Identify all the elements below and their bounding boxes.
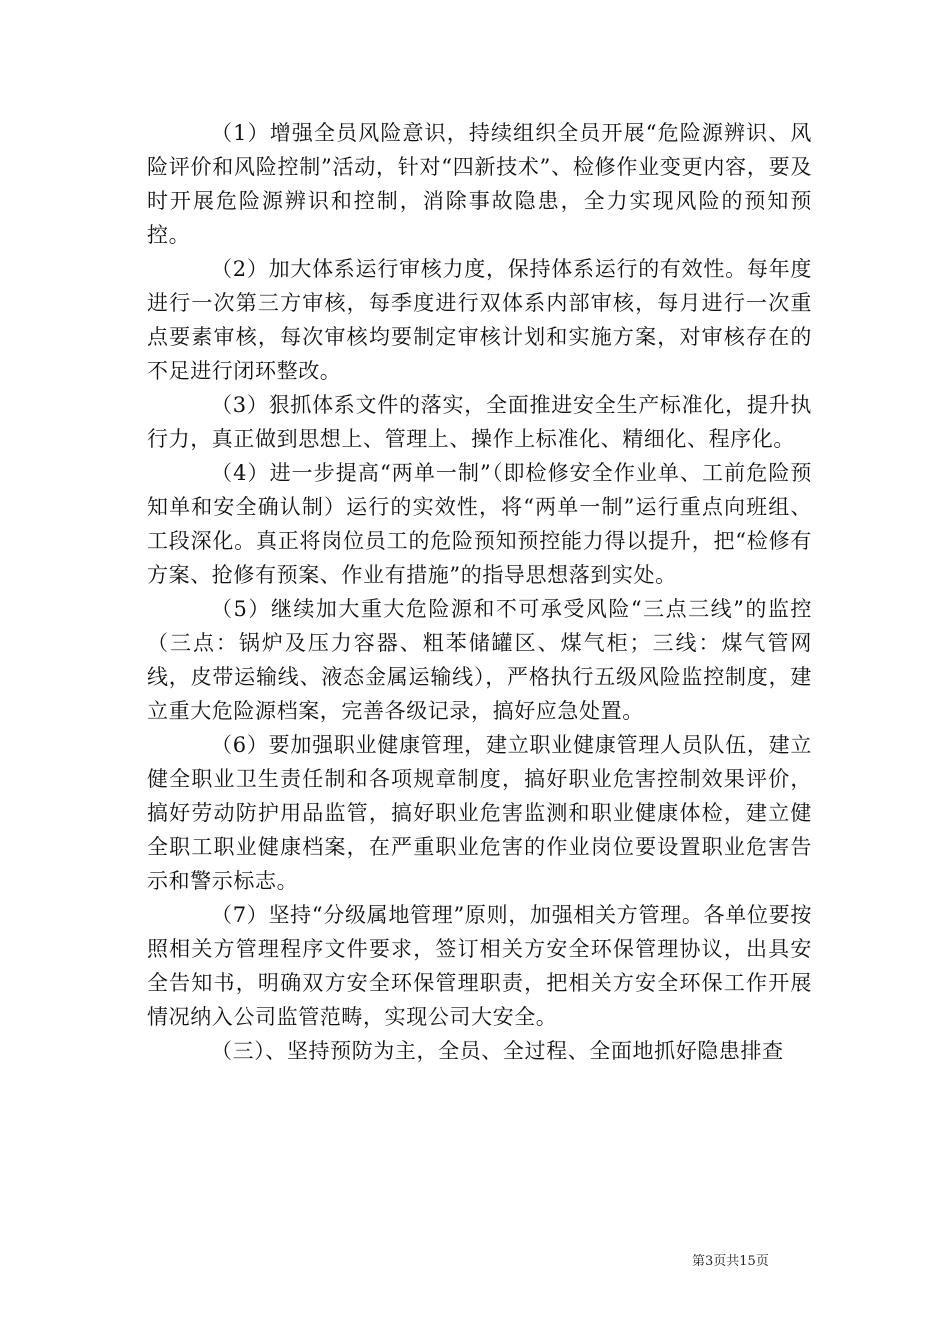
paragraph-2: （2）加大体系运行审核力度，保持体系运行的有效性。每年度进行一次第三方审核，每季度进行双体系内部审核，每月进行一次重点要素审核，每次审核均要制定审核计划和实施方案，对审核存在的不足进行闭环整改。 <box>147 257 812 383</box>
paragraph-6: （6）要加强职业健康管理，建立职业健康管理人员队伍，建立健全职业卫生责任制和各项规章制度，搞好职业危害控制效果评价，搞好劳动防护用品监管，搞好职业危害监测和职业健康体检，建立健全职工职业健康档案，在严重职业危害的作业岗位要设置职业危害告示和警示标志。 <box>147 733 812 893</box>
document-body <box>147 116 812 1068</box>
section-heading-3: （三）、坚持预防为主，全员、全过程、全面地抓好隐患排查 <box>211 1039 784 1063</box>
page-number-footer: 第3页共15页 <box>692 1254 769 1269</box>
paragraph-4: （4）进一步提高“两单一制”（即检修安全作业单、工前危险预知单和安全确认制）运行的实效性，将“两单一制”运行重点向班组、工段深化。真正将岗位员工的危险预知预控能力得以提升，把“检修有方案、抢修有预案、作业有措施”的指导思想落到实处。 <box>147 461 812 587</box>
paragraph-5: （5）继续加大重大危险源和不可承受风险“三点三线”的监控（三点：锅炉及压力容器、粗苯储罐区、煤气柜；三线：煤气管网线，皮带运输线、液态金属运输线），严格执行五级风险监控制度，建立重大危险源档案，完善各级记录，搞好应急处置。 <box>147 597 812 723</box>
paragraph-3: （3）狠抓体系文件的落实，全面推进安全生产标准化，提升执行力，真正做到思想上、管理上、操作上标准化、精细化、程序化。 <box>147 393 812 451</box>
paragraph-7: （7）坚持“分级属地管理”原则，加强相关方管理。各单位要按照相关方管理程序文件要求，签订相关方安全环保管理协议，出具安全告知书，明确双方安全环保管理职责，把相关方安全环保工作开展情况纳入公司监管范畴，实现公司大安全。 <box>147 903 812 1029</box>
paragraph-1: （1）增强全员风险意识，持续组织全员开展“危险源辨识、风险评价和风险控制”活动，针对“四新技术”、检修作业变更内容，要及时开展危险源辨识和控制，消除事故隐患，全力实现风险的预知预控。 <box>147 121 812 247</box>
